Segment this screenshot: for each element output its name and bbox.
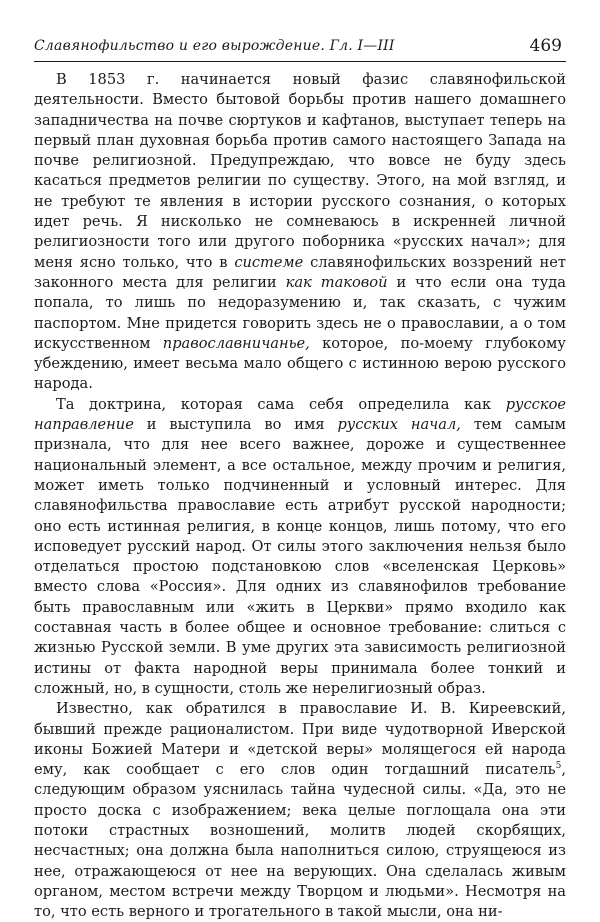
- paragraph-1-text-3: и что если она туда попала, то лишь по недоразумению и, так сказать, с чужим паспортом. Мне придется говорить здесь не о православии, а о том искусственном: [34, 273, 566, 352]
- paragraph-1: [34, 70, 566, 395]
- page-number: 469: [529, 36, 562, 56]
- paragraph-2: [34, 395, 566, 699]
- paragraph-2-text-1: Та доктрина, которая сама себя определила как: [56, 395, 506, 413]
- paragraph-2-text-2: и выступила во имя: [133, 416, 338, 434]
- header-rule: [34, 61, 566, 62]
- paragraph-1-text-1: В 1853 г. начинается новый фазис славянофильской деятельности. Вместо бытовой борьбы против нашего домашнего западничества на почве сюртуков и кафтанов, выступает теперь на первый план духовная борьба против самого настоящего Запада на почве религиозной. Предупреждаю, что вовсе не буду здесь касаться предметов религии по существу. Этого, на мой взгляд, и не требуют те явления в истории русского сознания, о которых идет речь. Я нисколько не сомневаюсь в искренней личной религиозности того или другого поборника «русских начал»; для меня ясно только, что в: [34, 71, 566, 271]
- paragraph-2-italic-1: русское направление: [34, 395, 566, 434]
- paragraph-1-italic-1: системе: [234, 253, 304, 271]
- paragraph-2-italic-2: русских начал,: [337, 416, 461, 434]
- body-text: [34, 70, 566, 922]
- running-head: [34, 36, 566, 60]
- paragraph-3-text-2: , следующим образом уяснилась тайна чудесной силы. «Да, это не просто доска с изображением; века целые поглощала она эти потоки страстных возношений, молитв людей скорбящих, несчастных; она должна была наполниться силою, струящеюся из нее, отражающеюся от нее на верующих. Она сделалась живым органом, местом встречи между Творцом и людьми». Несмотря на то, что есть верного и трогательного в такой мысли, она ни-: [34, 761, 566, 921]
- paragraph-3-text-1: Известно, как обратился в православие И. В. Киреевский, бывший прежде рационалистом. При виде чудотворной Иверской иконы Божией Матери и «детской веры» молящегося ей народа ему, как сообщает с его слов один тогдашний писатель: [34, 700, 566, 779]
- running-title: Славянофильство и его вырождение. Гл. I—III: [34, 38, 395, 54]
- paragraph-1-italic-2: как таковой: [285, 273, 388, 291]
- paragraph-1-italic-3: православничанье,: [162, 334, 310, 352]
- paragraph-1-text-2: славянофильских воззрений нет законного места для религии: [34, 253, 566, 291]
- paragraph-3: [34, 699, 566, 922]
- paragraph-1-text-4: которое, по-моему глубокому убеждению, имеет весьма мало общего с истинною верою русского народа.: [34, 334, 566, 393]
- paragraph-2-text-3: тем самым признала, что для нее всего важнее, дороже и существеннее национальный элемент, а все остальное, между прочим и религия, может иметь только подчиненный и условный интерес. Для славянофильства православие есть атрибут русской народности; оно есть истинная религия, в конце концов, лишь потому, что его исповедует русский народ. От силы этого заключения нельзя было отделаться простою подстановкою слов «вселенская Церковь» вместо слова «Россия». Для одних из славянофилов требование быть православным или «жить в Церкви» прямо входило как составная часть в более общее и основное требование: слиться с жизнью Русской земли. В уме других эта зависимость религиозной истины от факта народной веры принимала более тонкий и сложный, но, в сущности, столь же нерелигиозный образ.: [34, 416, 566, 697]
- footnote-marker: 5: [555, 761, 562, 772]
